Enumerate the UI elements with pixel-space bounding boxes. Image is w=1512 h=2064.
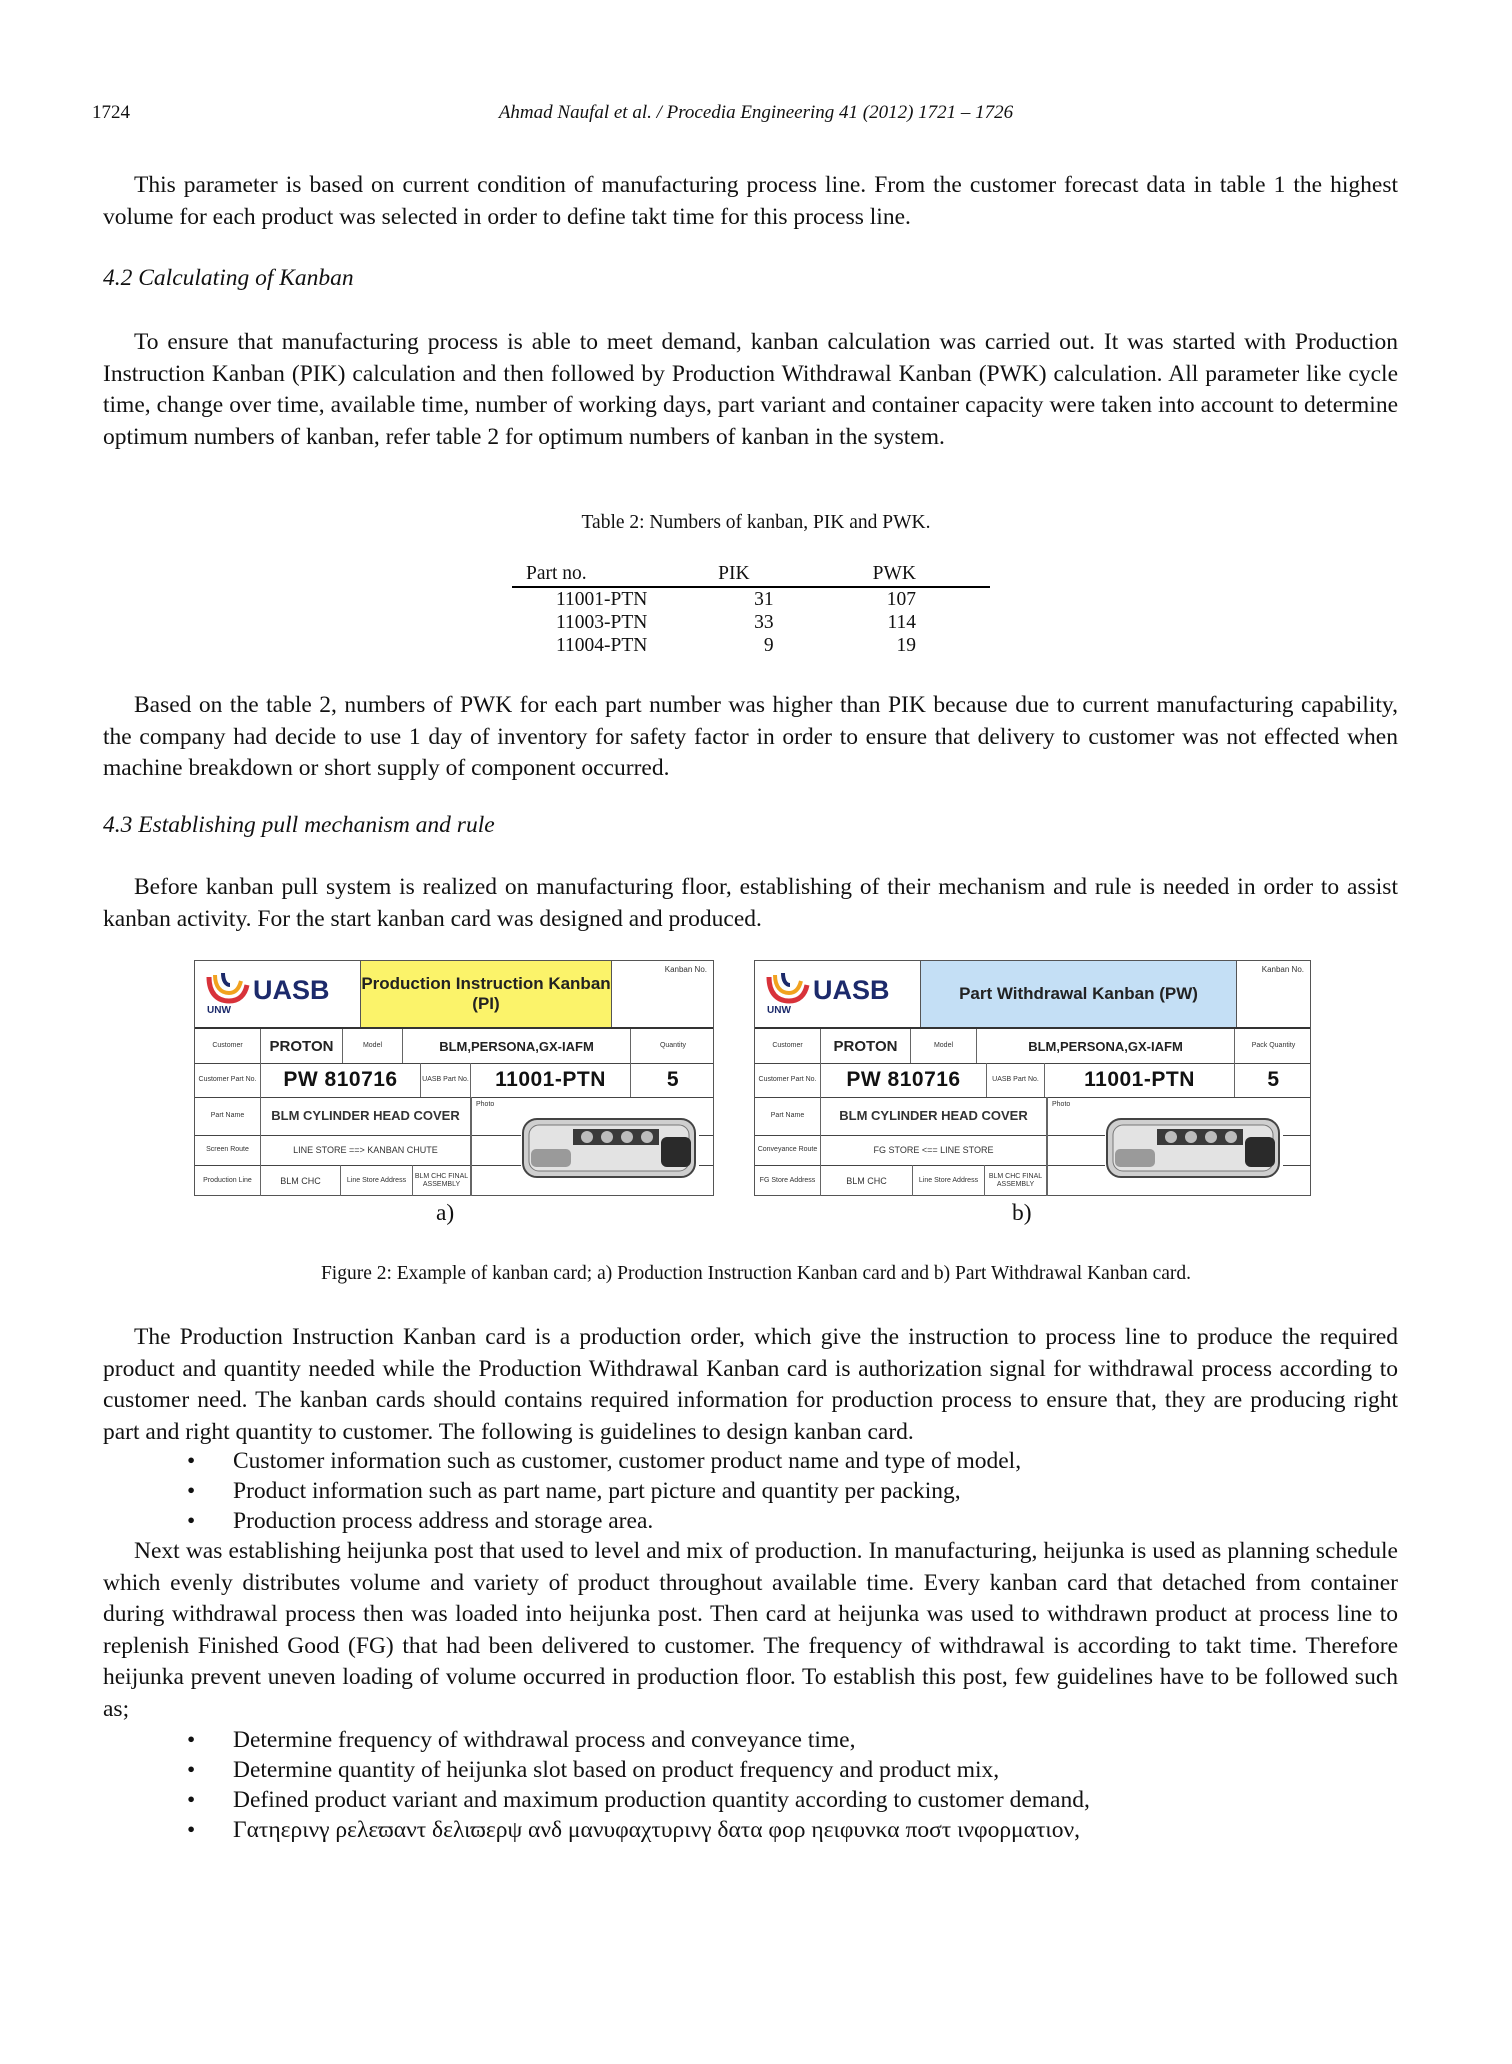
logo-text: UASB [253,975,330,1005]
list-item [103,1815,1398,1845]
table-cell: 11001-PTN [556,589,648,610]
line-store-label: Line Store Address [913,1165,985,1196]
part-name-label: Part Name [195,1097,261,1135]
kanban-card-pi [194,960,714,1196]
figure-caption: Figure 2: Example of kanban card; a) Production Instruction Kanban card and b) Part Withdrawal Kanban card. [320,1263,1192,1284]
uasb-logo-icon [205,971,251,1005]
bullet: • [187,1448,196,1474]
table-cell: 11004-PTN [556,635,648,656]
paragraph-4-2 [103,327,1398,453]
running-header [92,102,1420,132]
card-header [755,961,1310,1029]
list-item [103,1506,1398,1536]
paragraph: This parameter is based on current condition of manufacturing process line. From the customer forecast data in table 1 the highest volume for each product was selected in order to define takt time for this process line. [103,172,1398,230]
bullet: • [187,1817,196,1843]
bullet: • [187,1757,196,1783]
bullet-list-2 [103,1725,1398,1845]
customer-value: PROTON [261,1029,343,1063]
customer-part-label: Customer Part No. [195,1063,261,1097]
route-value: FG STORE <== LINE STORE [821,1135,1047,1165]
line-store-value: BLM CHC FINAL ASSEMBLY [985,1165,1047,1196]
route-value: LINE STORE ==> KANBAN CHUTE [261,1135,471,1165]
table-row [512,634,990,657]
paragraph: The Production Instruction Kanban card is a production order, which give the instruction to process line to produce the required product and quantity needed while the Production Withdrawal Kanban card is authorization signal for withdrawal process according to customer need. The kanban cards should contains required information for production process to ensure that, they are producing right part and right quantity to customer. The following is guidelines to design kanban card. [103,1324,1398,1445]
bullet: • [187,1787,196,1813]
uasb-part-label: UASB Part No. [987,1063,1045,1097]
list-item-text: Product information such as part name, part picture and quantity per packing, [233,1478,961,1504]
logo-subtext: UNW [207,1005,231,1016]
line-store-label: Line Store Address [341,1165,413,1196]
table-cell: 114 [887,612,916,633]
table-row [512,611,990,634]
cylinder-head-cover-photo [1105,1103,1283,1191]
uasb-logo [205,969,355,1019]
uasb-part-value: 11001-PTN [471,1063,631,1097]
uasb-logo-icon [765,971,811,1005]
customer-value: PROTON [821,1029,911,1063]
list-item-text: Determine frequency of withdrawal process and conveyance time, [233,1727,856,1753]
paragraph: Based on the table 2, numbers of PWK for each part number was higher than PIK because due to current manufacturing capability, the company had decide to use 1 day of inventory for safety factor in order to ensure that delivery to customer was not effected when machine breakdown or short supply of component occurred. [103,692,1398,781]
kanban-table [512,560,990,657]
line-store-value: BLM CHC FINAL ASSEMBLY [413,1165,471,1196]
quantity-label: Pack Quantity [1251,1042,1296,1049]
customer-part-label: Customer Part No. [755,1063,821,1097]
photo-label: Photo [476,1101,495,1108]
customer-label: Customer [755,1029,821,1063]
table-row [512,587,990,611]
table-cell: 107 [886,589,916,610]
bullet: • [187,1508,196,1534]
table-cell: 11003-PTN [556,612,648,633]
card-row-customer [195,1029,713,1064]
paragraph-heijunka [103,1536,1398,1725]
figure-sublabel-b: b) [1012,1200,1032,1226]
list-item-text: Defined product variant and maximum production quantity according to customer demand, [233,1787,1090,1813]
list-item-text: Production process address and storage area. [233,1508,654,1534]
table-caption: Table 2: Numbers of kanban, PIK and PWK. [581,512,931,533]
customer-part-value: PW 810716 [261,1063,421,1097]
kanban-card-pw [754,960,1311,1196]
uasb-part-value: 11001-PTN [1045,1063,1235,1097]
logo-subtext: UNW [767,1005,791,1016]
figure-sublabel-a: a) [436,1200,455,1226]
model-label: Model [911,1029,977,1063]
card-corner-label: Kanban No. [664,965,707,974]
bullet-list-1 [103,1446,1398,1536]
process-value: BLM CHC [261,1165,341,1196]
model-value: BLM,PERSONA,GX-IAFM [403,1029,631,1063]
list-item [103,1755,1398,1785]
model-label: Model [343,1029,403,1063]
table-cell: 31 [754,589,774,610]
logo-text: UASB [813,975,890,1005]
part-name-value: BLM CYLINDER HEAD COVER [821,1097,1047,1135]
list-item-text: Customer information such as customer, customer product name and type of model, [233,1448,1022,1474]
process-label: Production Line [195,1165,261,1196]
bullet: • [187,1478,196,1504]
paragraph-cards [103,1322,1398,1448]
customer-label: Customer [195,1029,261,1063]
table-cell: 19 [896,635,916,656]
list-item [103,1725,1398,1755]
paragraph: Before kanban pull system is realized on manufacturing floor, establishing of their mechanism and rule is needed in order to assist kanban activity. For the start kanban card was designed and produced. [103,874,1398,932]
section-heading-4-2: 4.2 Calculating of Kanban [103,265,354,291]
list-item [103,1785,1398,1815]
part-name-label: Part Name [755,1097,821,1135]
route-label: Conveyance Route [755,1135,821,1165]
paragraph-4-3 [103,872,1398,935]
customer-part-value: PW 810716 [821,1063,987,1097]
quantity-label: Quantity [659,1042,687,1049]
paragraph-after-table [103,690,1398,785]
table-cell: 9 [763,635,774,656]
uasb-part-label: UASB Part No. [421,1063,471,1097]
part-name-value: BLM CYLINDER HEAD COVER [261,1097,471,1135]
card-corner-label: Kanban No. [1261,965,1304,974]
section-heading-4-3: 4.3 Establishing pull mechanism and rule [103,812,495,838]
process-label: FG Store Address [755,1165,821,1196]
cylinder-head-cover-photo [521,1103,699,1191]
table-header-pik: PIK [658,560,808,587]
card-row-part [195,1063,713,1098]
running-title: Ahmad Naufal et al. / Procedia Engineering 41 (2012) 1721 – 1726 [498,102,1014,123]
card-title: Production Instruction Kanban (PI) [360,961,612,1027]
quantity-value: 5 [1267,1068,1280,1091]
list-item-text: Γατηερινγ ρελεϖαντ δελιϖερψ ανδ μανυφαχτυρινγ δατα φορ ηειφυνκα ποστ ινφορματιον, [233,1817,1080,1843]
paragraph: Next was establishing heijunka post that used to level and mix of production. In manufacturing, heijunka is used as planning schedule which evenly distributes volume and variety of product throughout available time. Every kanban card that detached from container during withdrawal process then was loaded into heijunka post. Then card at heijunka was used to withdrawn product at process line to replenish Finished Good (FG) that had been delivered to customer. The frequency of withdrawal is according to takt time. Therefore heijunka prevent uneven loading of volume occurred in production floor. To establish this post, few guidelines have to be followed such as; [103,1538,1398,1722]
process-value: BLM CHC [821,1165,913,1196]
card-title: Part Withdrawal Kanban (PW) [920,961,1237,1027]
photo-label: Photo [1052,1101,1071,1108]
paragraph-intro [103,170,1398,233]
paragraph: To ensure that manufacturing process is able to meet demand, kanban calculation was carried out. It was started with Production Instruction Kanban (PIK) calculation and then followed by Production Withdrawal Kanban (PWK) calculation. All parameter like cycle time, change over time, available time, number of working days, part variant and container capacity were taken into account to determine optimum numbers of kanban, refer table 2 for optimum numbers of kanban in the system. [103,329,1398,450]
route-label: Screen Route [195,1135,261,1165]
table-header-pwk: PWK [808,560,990,587]
list-item [103,1446,1398,1476]
card-row-part [755,1063,1310,1098]
uasb-logo [765,969,915,1019]
bullet: • [187,1727,196,1753]
model-value: BLM,PERSONA,GX-IAFM [977,1029,1235,1063]
table-header-part: Part no. [512,560,658,587]
card-row-customer [755,1029,1310,1064]
list-item [103,1476,1398,1506]
list-item-text: Determine quantity of heijunka slot based on product frequency and product mix, [233,1757,1000,1783]
card-header [195,961,713,1029]
page-number: 1724 [92,102,130,123]
table-cell: 33 [754,612,774,633]
quantity-value: 5 [666,1068,680,1091]
